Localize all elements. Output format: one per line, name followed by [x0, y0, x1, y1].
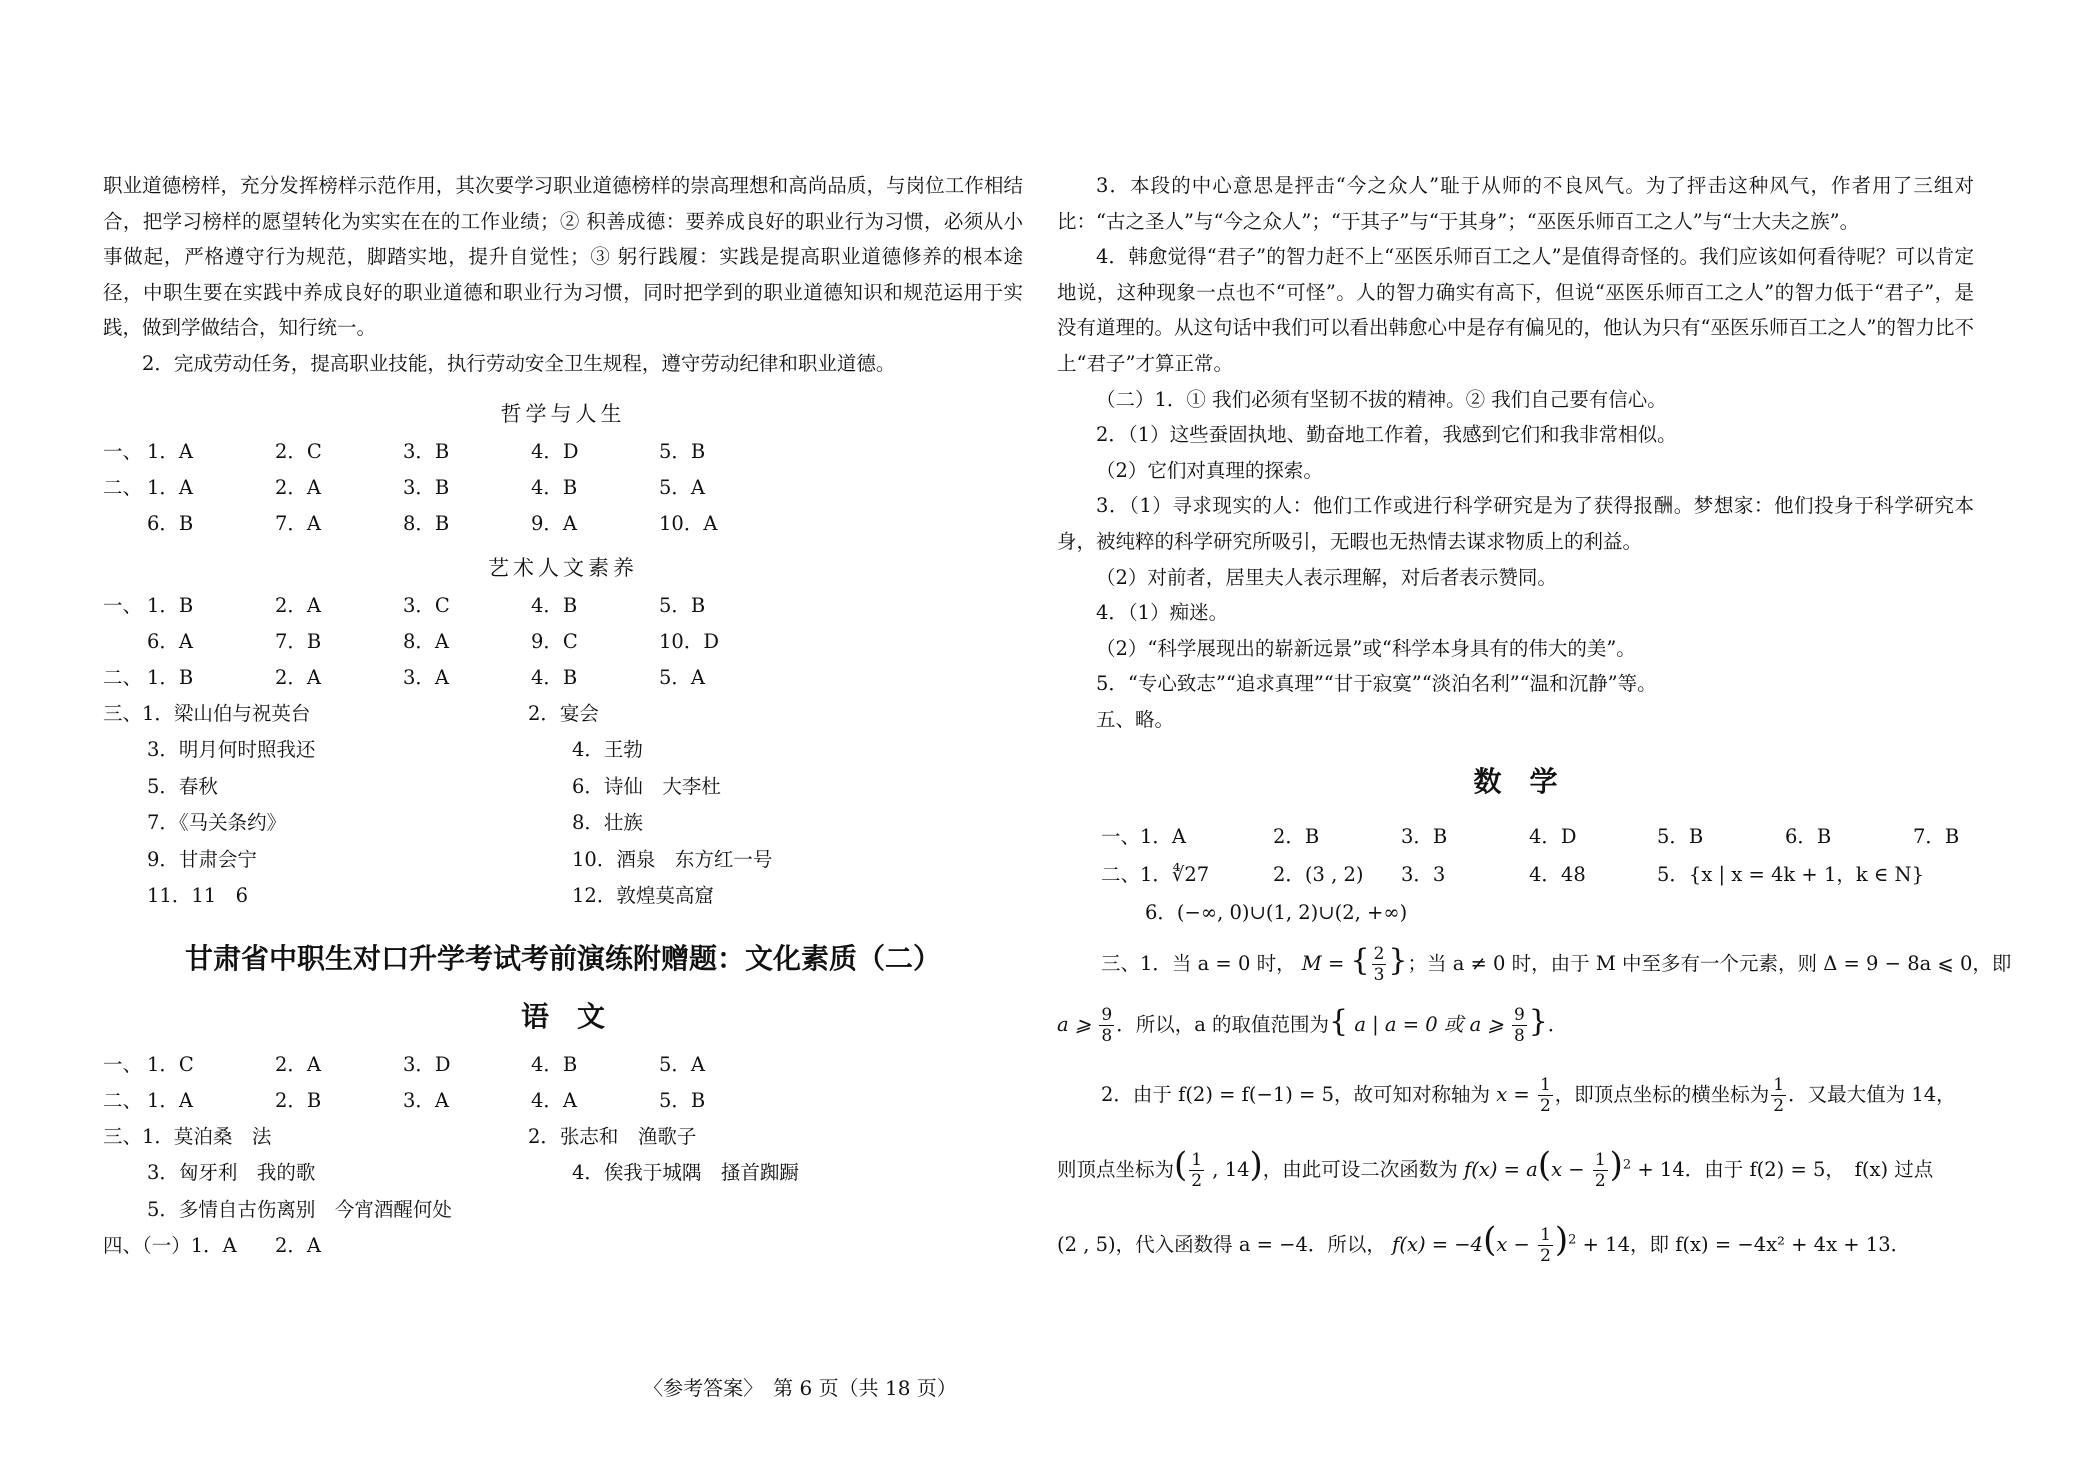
answer-cell: 10．D [659, 629, 719, 653]
math-row-2 [1057, 856, 1974, 894]
fraction: $\frac{9}{8}$ [1513, 1004, 1525, 1046]
answer-cell: 5．A [659, 1052, 705, 1076]
philosophy-heading: 哲学与人生 [500, 401, 626, 426]
answer-paragraph: 3．（1）寻求现实的人：他们工作或进行科学研究是为了获得报酬。梦想家：他们投身于科学研究本身，被纯粹的科学研究所吸引，无暇也无热情去谋求物质上的利益。 [1057, 494, 1974, 553]
answer-left: 7．《马关条约》 [147, 811, 287, 835]
exam-main-title: 甘肃省中职生对口升学考试考前演练附赠题：文化素质（二） [184, 941, 941, 975]
answer-cell: 4．B [531, 475, 578, 499]
answer-right: 10．酒泉 东方红一号 [572, 847, 773, 871]
answer-row [103, 624, 1023, 660]
fraction: $\frac{1}{2}$ [1539, 1074, 1551, 1116]
answer-row [103, 1083, 1023, 1119]
answer-cell: 4．48 [1529, 862, 1586, 886]
math-text: ，由此可设二次函数为 [1262, 1157, 1458, 1181]
brace-icon: { [1350, 942, 1370, 978]
answer-prefix: 二、 [103, 475, 143, 499]
answer-cell: 一、1．A [1101, 824, 1186, 848]
answer-cell: 3．B [403, 475, 450, 499]
math-text: 则顶点坐标为 [1057, 1157, 1175, 1181]
answer-row [103, 1119, 1023, 1156]
answer-cell: 4．B [531, 665, 578, 689]
math-text: 三、1．当 a = 0 时， [1101, 951, 1296, 975]
answer-cell: 4．D [1529, 824, 1577, 848]
answer-cell: 5．B [659, 439, 706, 463]
answer-cell: 7．B [275, 629, 322, 653]
page-footer: 〈参考答案〉 第 6 页（共 18 页） [643, 1376, 957, 1400]
answer-prefix [103, 506, 147, 542]
answer-right: 8．壮族 [572, 811, 643, 835]
answer-cell: 6．B [147, 511, 194, 535]
answer-cell: 3．C [403, 593, 450, 617]
answer-prefix: 一、 [103, 439, 143, 463]
answer-paragraph: 5．“专心致志”“追求真理”“甘于寂寞”“淡泊名利”“温和沉静”等。 [1096, 672, 1657, 696]
math-text: ．又最大值为 14， [1788, 1082, 1956, 1106]
answer-cell: 8．B [403, 511, 450, 535]
math-s3-line1 [1057, 932, 2012, 993]
answer-cell: 5．A [659, 475, 705, 499]
left-column [103, 168, 1023, 1264]
answer-cell: 9．A [531, 511, 577, 535]
answer-cell: 2．C [275, 439, 322, 463]
answer-cell: 5．B [1657, 824, 1704, 848]
math-text: ；当 a ≠ 0 时，由于 M 中至多有一个元素，则 Δ = 9 − 8a ⩽ 0，即 [1407, 951, 2012, 975]
answer-row [103, 588, 1023, 624]
answer-row [103, 470, 1023, 506]
answer-paragraph: （2）它们对真理的探索。 [1096, 458, 1323, 482]
answer-cell: 1．C [147, 1052, 194, 1076]
math-s3-line2: a ⩾ $\frac{9}{8}$ ．所以，a 的取值范围为{ a | a = 0 或 a ⩾ $\frac{9}{8}$ }． [1057, 1003, 1568, 1046]
math-text: (2 , 5)，代入函数得 a = −4．所以， [1057, 1232, 1386, 1256]
art-answers [103, 588, 1023, 696]
chinese-section3 [103, 1119, 1023, 1229]
answer-right: 2．宴会 [528, 701, 599, 725]
answer-row [103, 660, 1023, 696]
answer-left: 11．11 6 [147, 884, 249, 908]
answer-left: 三、1．梁山伯与祝英台 [103, 701, 311, 725]
answer-cell: 4．D [531, 439, 579, 463]
fraction: $\frac{2}{3}$ [1373, 943, 1385, 985]
answer-row [103, 506, 1023, 542]
answer-cell: 二、1．∜27 [1101, 862, 1210, 886]
brace-icon: } [1388, 942, 1408, 978]
answer-cell: 6．A [147, 629, 193, 653]
answer-left: 9．甘肃会宁 [147, 847, 257, 871]
math-row-3 [1057, 894, 1974, 932]
answer-paragraph: （2）对前者，居里夫人表示理解，对后者表示赞同。 [1096, 565, 1557, 589]
answer-cell: 3．B [1401, 824, 1448, 848]
answer-paragraph: 3．本段的中心意思是抨击“今之众人”耻于从师的不良风气。为了抨击这种风气，作者用了三组对比：“古之圣人”与“今之众人”；“于其子”与“于其身”；“巫医乐师百工之人”与“士大夫之族”。 [1057, 174, 1974, 233]
answer-cell: 2．B [1273, 824, 1320, 848]
answer-prefix: 一、 [103, 593, 143, 617]
answer-cell: 2．A [275, 1234, 321, 1258]
math-text: ，即顶点坐标的横坐标为 [1554, 1082, 1770, 1106]
math-s3-line4: 则顶点坐标为( $\frac{1}{2}$ , 14)，由此可设二次函数为 f(x) = a(x − $\frac{1}{2}$ )$^2$ + 14．由于 f(2) = 5， f(x) 过点 [1057, 1144, 1934, 1191]
art-section3 [103, 696, 1023, 915]
answer-cell: 10．A [659, 511, 718, 535]
fraction: $\frac{9}{8}$ [1101, 1004, 1113, 1046]
chinese-answers [103, 1047, 1023, 1119]
answer-cell: 3．A [403, 1088, 449, 1112]
answer-cell: 1．B [147, 593, 194, 617]
math-text: ．所以，a 的取值范围为 [1116, 1012, 1330, 1036]
answer-row [103, 1047, 1023, 1083]
answer-cell: 3．B [403, 439, 450, 463]
answer-right: 2．张志和 渔歌子 [528, 1124, 697, 1148]
answer-row [103, 1155, 1023, 1192]
chinese-section4 [103, 1228, 1023, 1264]
answer-cell: 5．A [659, 665, 705, 689]
answer-cell: 3．3 [1401, 862, 1446, 886]
philosophy-answers [103, 434, 1023, 542]
math-s3-line3: 2．由于 f(2) = f(−1) = 5，故可知对称轴为 x = $\frac{1}{2}$ ，即顶点坐标的横坐标为 $\frac{1}{2}$ ．又最大值为 14， [1101, 1074, 1956, 1116]
answer-row [103, 434, 1023, 470]
answer-paragraph: （二）1．① 我们必须有坚韧不拔的精神。② 我们自己要有信心。 [1096, 387, 1667, 411]
answer-cell: 2．(3 , 2) [1273, 862, 1364, 886]
answer-paragraph: （2）“科学展现出的崭新远景”或“科学本身具有的伟大的美”。 [1096, 636, 1636, 660]
answer-left: 3．匈牙利 我的歌 [147, 1161, 316, 1185]
answer-cell: 1．A [147, 475, 193, 499]
math-text: ．由于 f(2) = 5， f(x) 过点 [1684, 1157, 1934, 1181]
answer-cell: 四、（一）1．A [103, 1234, 237, 1258]
answer-cell: 1．B [147, 665, 194, 689]
answer-paragraph: 4．韩愈觉得“君子”的智力赶不上“巫医乐师百工之人”是值得奇怪的。我们应该如何看待呢？可以肯定地说，这种现象一点也不“可怪”。人的智力确实有高下，但说“巫医乐师百工之人”的智力低于“君子”，是没有道理的。从这句话中我们可以看出韩愈心中是存有偏见的，他认为只有“巫医乐师百工之人”的智力比不上“君子”才算正常。 [1057, 245, 1974, 375]
right-column [1057, 168, 2012, 1274]
answer-cell: 8．A [403, 629, 449, 653]
answer-prefix: 二、 [103, 1088, 143, 1112]
answer-row [103, 805, 1023, 842]
math-row-1 [1057, 818, 1974, 856]
answer-cell: 3．D [403, 1052, 451, 1076]
answer-cell: 5．B [659, 1088, 706, 1112]
answer-cell: 2．A [275, 665, 321, 689]
answer-left: 5．春秋 [147, 774, 218, 798]
answer-cell: 1．A [147, 439, 193, 463]
answer-row [103, 696, 1023, 733]
answer-right: 6．诗仙 大李杜 [572, 774, 721, 798]
answer-prefix: 一、 [103, 1052, 143, 1076]
answer-right: 4．俟我于城隅 搔首踟蹰 [572, 1161, 799, 1185]
answer-cell: 4．A [531, 1088, 577, 1112]
answer-cell: 2．A [275, 475, 321, 499]
answer-cell: 5．B [659, 593, 706, 617]
answer-row [103, 1192, 1023, 1229]
answer-cell: 1．A [147, 1088, 193, 1112]
chinese-heading: 语 文 [520, 999, 605, 1033]
answer-cell: 4．B [531, 1052, 578, 1076]
math-s3-line5: (2 , 5)，代入函数得 a = −4．所以， f(x) = −4(x − $\frac{1}{2}$ )$^2$ + 14，即 f(x) = −4x² + 4x + 13． [1057, 1219, 1911, 1266]
fraction: $\frac{1}{2}$ [1773, 1074, 1785, 1116]
answer-row [103, 842, 1023, 879]
math-expr: M = [1301, 951, 1351, 975]
intro-paragraph: 职业道德榜样，充分发挥榜样示范作用，其次要学习职业道德榜样的崇高理想和高尚品质，与岗位工作相结合，把学习榜样的愿望转化为实实在在的工作业绩；② 积善成德：要养成良好的职业行为习惯，必须从小事做起，严格遵守行为规范，脚踏实地，提升自觉性；③ 躬行践履：实践是提高职业道德修养的根本途径，中职生要在实践中养成良好的职业道德和职业行为习惯，同时把学到的职业道德知识和规范运用于实践，做到学做结合，知行统一。 [103, 174, 1023, 340]
answer-left: 3．明月何时照我还 [147, 738, 316, 762]
math-text: ，即 f(x) = −4x² + 4x + 13． [1630, 1232, 1911, 1256]
art-heading: 艺术人文素养 [488, 555, 638, 580]
answer-prefix [103, 624, 147, 660]
answer-prefix: 二、 [103, 665, 143, 689]
answer-cell: 6．(−∞, 0)∪(1, 2)∪(2, +∞) [1145, 900, 1408, 924]
answer-cell: 2．A [275, 593, 321, 617]
answer-cell: 2．A [275, 1052, 321, 1076]
math-text: 2．由于 f(2) = f(−1) = 5，故可知对称轴为 [1101, 1082, 1491, 1106]
answer-paragraph: 2．（1）这些蚕固执地、勤奋地工作着，我感到它们和我非常相似。 [1096, 423, 1677, 447]
answer-cell: 7．A [275, 511, 321, 535]
answer-right [572, 1192, 1023, 1229]
answer-right: 12．敦煌莫高窟 [572, 884, 714, 908]
answer-cell: 3．A [403, 665, 449, 689]
answer-right: 4．王勃 [572, 738, 643, 762]
answer-left: 5．多情自古伤离别 今宵酒醒何处 [147, 1197, 452, 1221]
answer-cell: 4．B [531, 593, 578, 617]
intro-paragraph-2: 2．完成劳动任务，提高职业技能，执行劳动安全卫生规程，遵守劳动纪律和职业道德。 [142, 351, 896, 375]
answer-paragraph: 4．（1）痴迷。 [1096, 601, 1229, 625]
answer-left: 三、1．莫泊桑 法 [103, 1124, 272, 1148]
answer-row [103, 732, 1023, 769]
math-heading: 数 学 [1473, 764, 1558, 798]
answer-cell: 6．B [1785, 824, 1832, 848]
answer-paragraph: 五、略。 [1096, 707, 1175, 731]
answer-cell: 2．B [275, 1088, 322, 1112]
answer-cell: 5．{x | x = 4k + 1，k ∈ N} [1657, 862, 1924, 886]
answer-row [103, 769, 1023, 806]
answer-cell: 7．B [1913, 824, 1960, 848]
answer-row [103, 878, 1023, 915]
answer-cell: 9．C [531, 629, 578, 653]
